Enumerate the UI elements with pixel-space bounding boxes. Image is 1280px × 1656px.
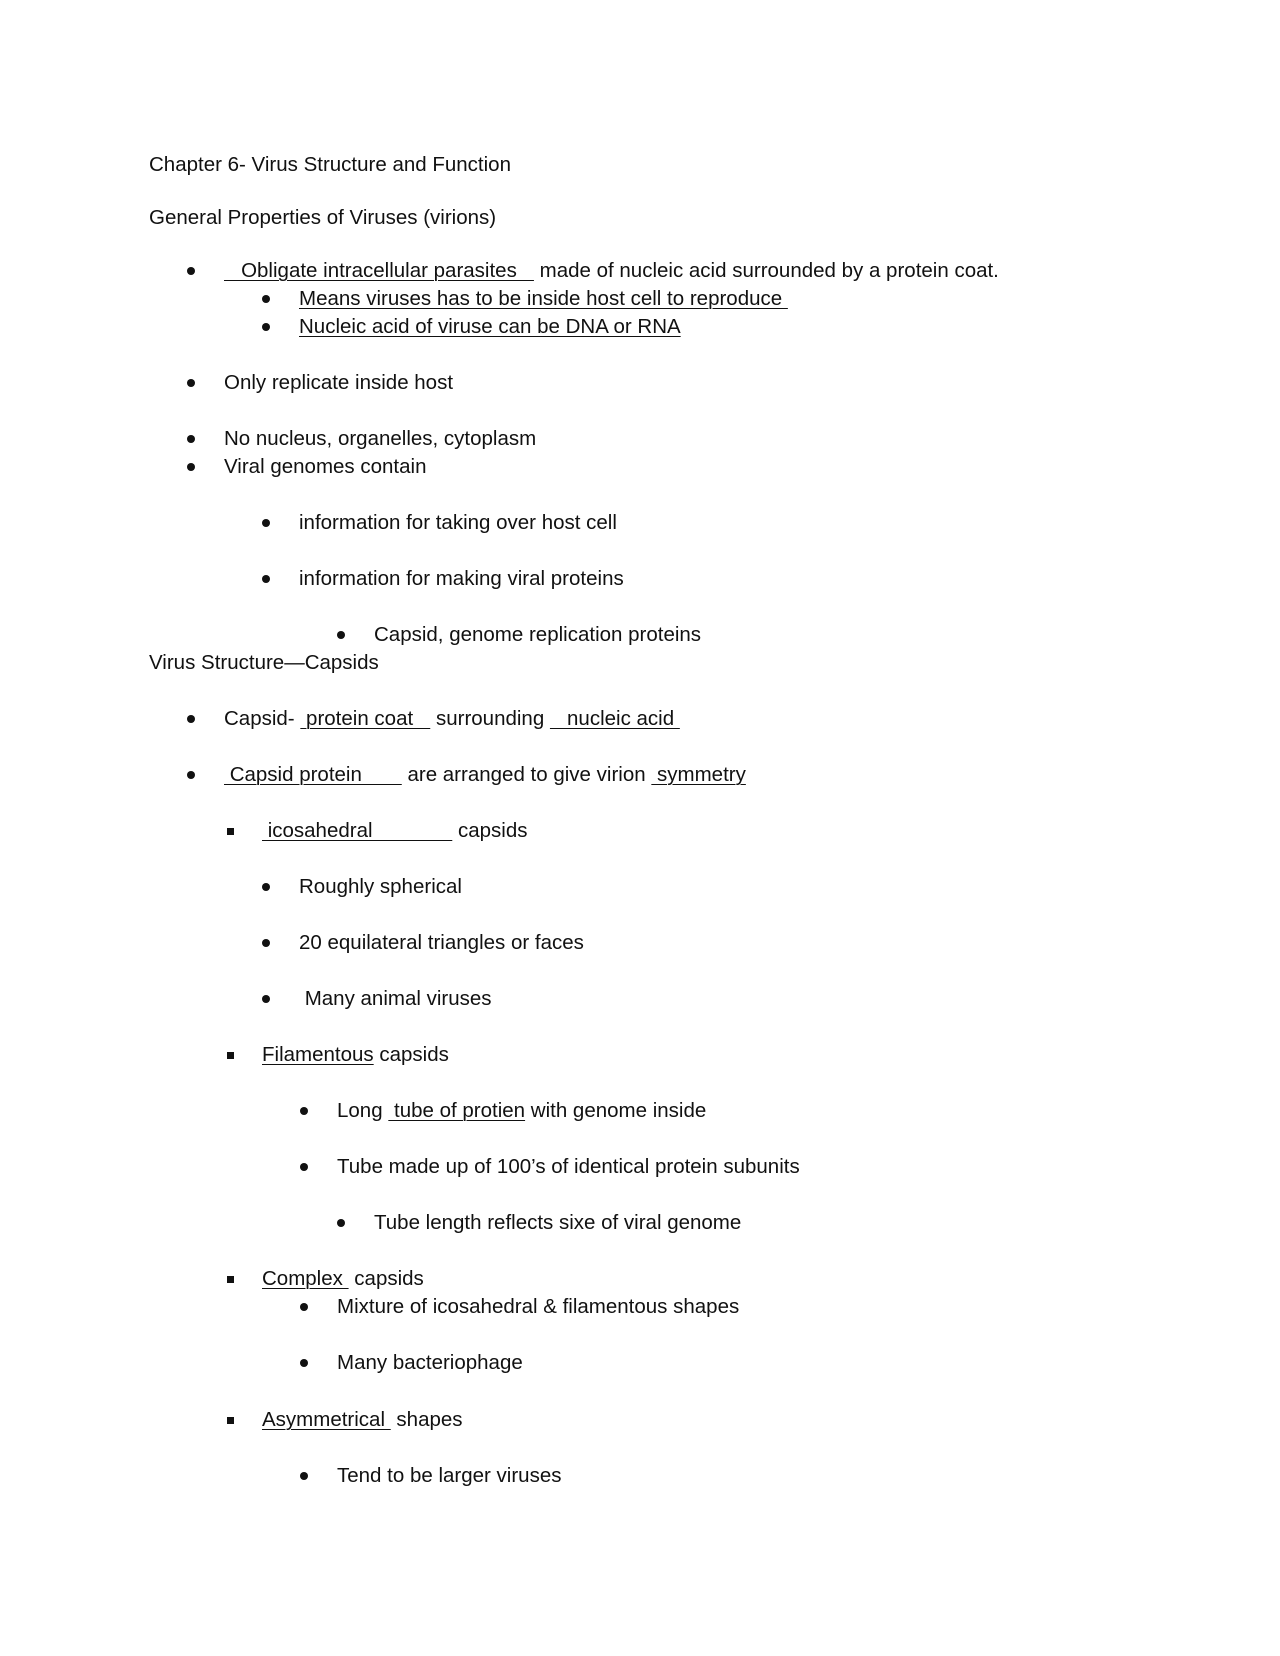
- list-item: Obligate intracellular parasites made of nucleic acid surrounded by a protein coat.: [224, 259, 999, 282]
- square-bullet-icon: [223, 1264, 237, 1294]
- list-item: 20 equilateral triangles or faces: [299, 931, 584, 954]
- list-item: Means viruses has to be inside host cell to reproduce: [299, 287, 788, 310]
- list-item: Many bacteriophage: [337, 1351, 523, 1374]
- list-item: Filamentous capsids: [262, 1043, 449, 1066]
- bullet-icon: [259, 284, 273, 314]
- list-item: information for making viral proteins: [299, 567, 624, 590]
- bullet-icon: [297, 1292, 311, 1322]
- list-item: Viral genomes contain: [224, 455, 427, 478]
- bullet-icon: [334, 1208, 348, 1238]
- list-item: Many animal viruses: [299, 987, 492, 1010]
- bullet-icon: [297, 1348, 311, 1378]
- list-item: Only replicate inside host: [224, 371, 454, 394]
- bullet-icon: [297, 1461, 311, 1491]
- square-bullet-icon: [223, 1405, 237, 1435]
- bullet-icon: [259, 928, 273, 958]
- fill-blank: Capsid protein: [224, 763, 402, 786]
- square-bullet-icon: [223, 816, 237, 846]
- fill-blank: nucleic acid: [549, 707, 680, 730]
- bullet-icon: [259, 312, 273, 342]
- bullet-icon: [184, 452, 198, 482]
- bullet-icon: [259, 564, 273, 594]
- bullet-icon: [184, 424, 198, 454]
- list-item: Tube made up of 100’s of identical protein subunits: [337, 1155, 800, 1178]
- list-item: Tube length reflects sixe of viral genome: [374, 1211, 742, 1234]
- list-item: Complex capsids: [262, 1267, 424, 1290]
- list-item: information for taking over host cell: [299, 511, 617, 534]
- list-item: Capsid- protein coat surrounding nucleic acid: [224, 707, 680, 730]
- section-heading-virus-structure: Virus Structure—Capsids: [149, 651, 379, 674]
- bullet-icon: [259, 984, 273, 1014]
- bullet-icon: [184, 760, 198, 790]
- list-item: No nucleus, organelles, cytoplasm: [224, 427, 537, 450]
- bullet-icon: [297, 1096, 311, 1126]
- bullet-icon: [184, 256, 198, 286]
- fill-blank: icosahedral: [262, 819, 453, 842]
- bullet-icon: [184, 704, 198, 734]
- list-item: Mixture of icosahedral & filamentous shapes: [337, 1295, 740, 1318]
- list-item: Capsid protein are arranged to give virion symmetry: [224, 763, 746, 786]
- section-heading-general-properties: General Properties of Viruses (virions): [149, 206, 497, 229]
- list-item: Tend to be larger viruses: [337, 1464, 562, 1487]
- document-title: Chapter 6- Virus Structure and Function: [149, 153, 511, 176]
- bullet-icon: [184, 368, 198, 398]
- list-item: Long tube of protien with genome inside: [337, 1099, 707, 1122]
- bullet-icon: [334, 620, 348, 650]
- list-item: icosahedral capsids: [262, 819, 528, 842]
- bullet-icon: [297, 1152, 311, 1182]
- list-item: Asymmetrical shapes: [262, 1408, 463, 1431]
- bullet-icon: [259, 872, 273, 902]
- list-item: Capsid, genome replication proteins: [374, 623, 702, 646]
- square-bullet-icon: [223, 1040, 237, 1070]
- list-item: Nucleic acid of viruse can be DNA or RNA: [299, 315, 681, 338]
- bullet-icon: [259, 508, 273, 538]
- list-item: Roughly spherical: [299, 875, 462, 898]
- fill-blank: Obligate intracellular parasites: [224, 259, 534, 282]
- fill-blank: protein coat: [300, 707, 431, 730]
- fill-blank: symmetry: [651, 763, 746, 786]
